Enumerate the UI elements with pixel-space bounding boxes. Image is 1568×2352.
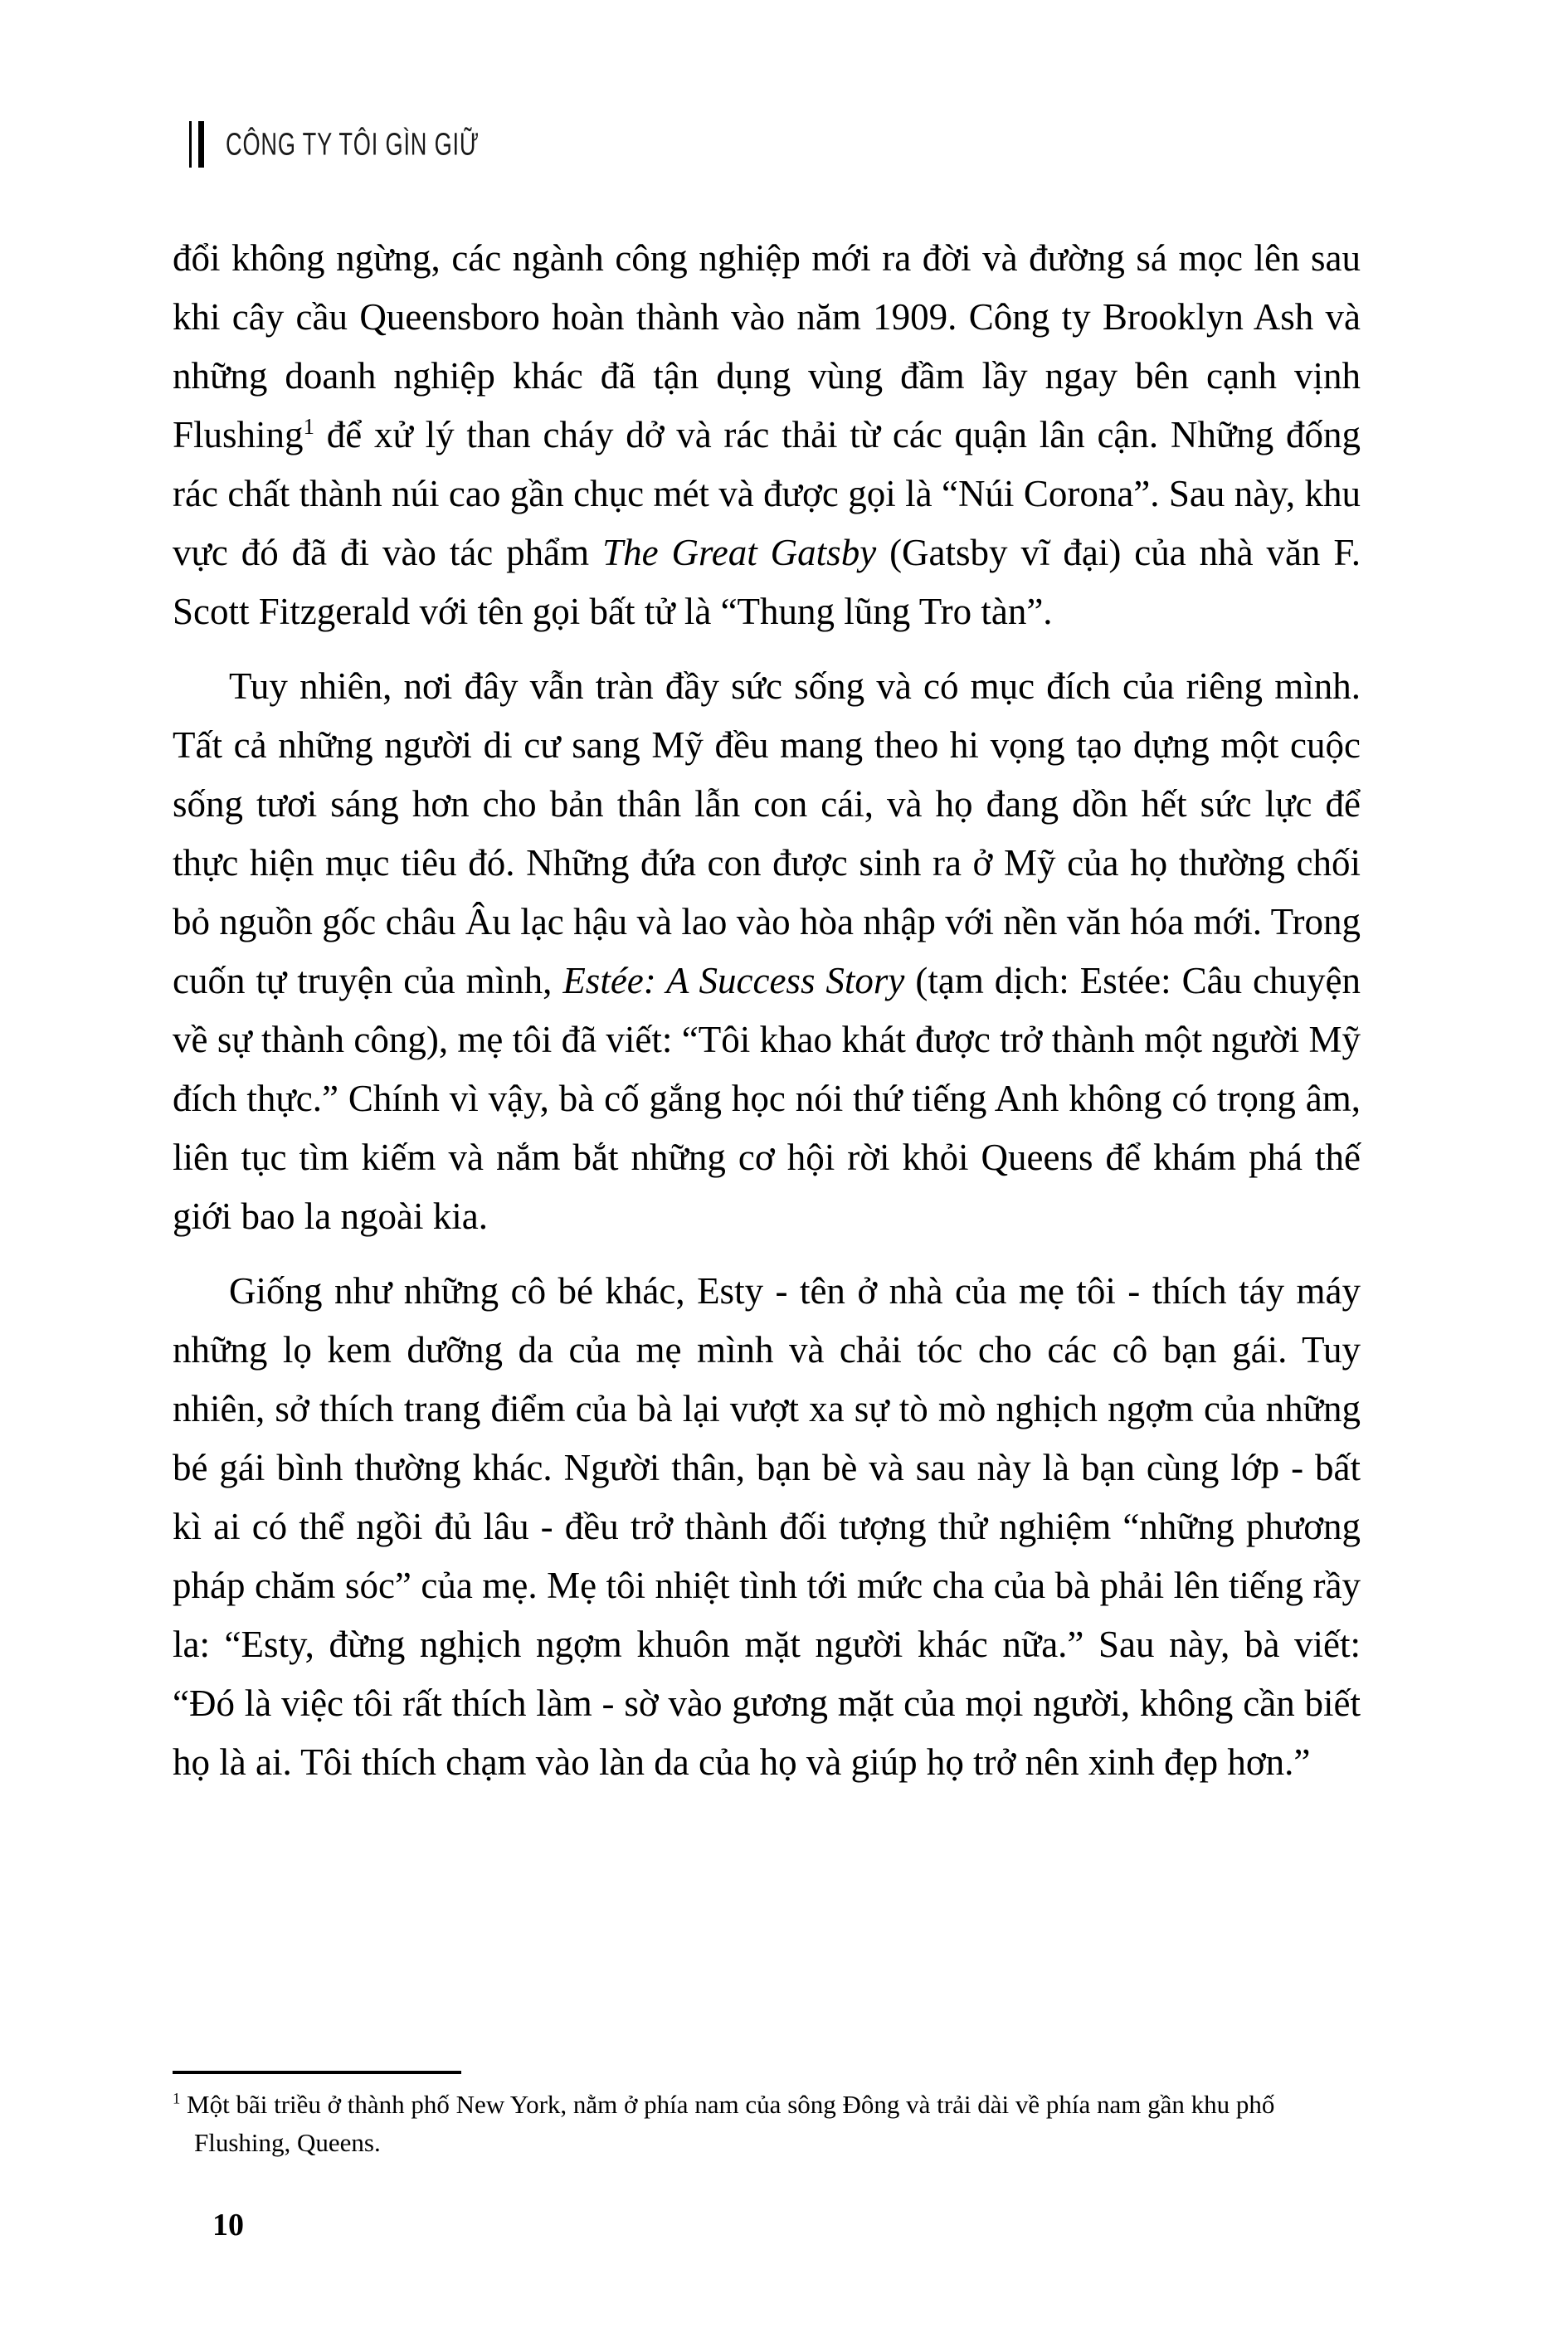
footnote-text [173, 2086, 1371, 2162]
footnote [173, 2071, 1371, 2162]
paragraph-3 [173, 1262, 1361, 1792]
book-title-italic: Estée: A Success Story [562, 960, 905, 1001]
text-run: Một bãi triều ở thành phố New York, nằm ở phía nam của sông Đông và trải dài về phía nam gần khu phố Flushing, Queens. [180, 2090, 1275, 2157]
footnote-marker: 1 [303, 414, 315, 439]
paragraph-2 [173, 657, 1361, 1246]
text-run: (Gatsby vĩ đại) của nhà văn F. Scott Fitzgerald với tên gọi bất tử là “Thung lũng Tro tàn”. [173, 532, 1361, 632]
paragraph-1 [173, 229, 1361, 641]
text-run: (tạm dịch: Estée: Câu chuyện về sự thành công), mẹ tôi đã viết: “Tôi khao khát được trở thành một người Mỹ đích thực.” Chính vì vậy, bà cố gắng học nói thứ tiếng Anh không có trọng âm, liên tục tìm kiếm và nắm bắt những cơ hội rời khỏi Queens để khám phá thế giới bao la ngoài kia. [173, 960, 1361, 1237]
footnote-separator [173, 2071, 461, 2074]
running-header [189, 121, 543, 168]
header-bar-thin [189, 121, 192, 168]
footnote-marker: 1 [173, 2090, 181, 2108]
text-run: Tuy nhiên, nơi đây vẫn tràn đầy sức sống và có mục đích của riêng mình. Tất cả những người di cư sang Mỹ đều mang theo hi vọng tạo dựng một cuộc sống tươi sáng hơn cho bản thân lẫn con cái, và họ đang dồn hết sức lực để thực hiện mục tiêu đó. Những đứa con được sinh ra ở Mỹ của họ thường chối bỏ nguồn gốc châu Âu lạc hậu và lao vào hòa nhập với nền văn hóa mới. Trong cuốn tự truyện của mình, [173, 665, 1361, 1001]
text-run: Giống như những cô bé khác, Esty - tên ở nhà của mẹ tôi - thích táy máy những lọ kem dưỡng da của mẹ mình và chải tóc cho các cô bạn gái. Tuy nhiên, sở thích trang điểm của bà lại vượt xa sự tò mò nghịch ngợm của những bé gái bình thường khác. Người thân, bạn bè và sau này là bạn cùng lớp - bất kì ai có thể ngồi đủ lâu - đều trở thành đối tượng thử nghiệm “những phương pháp chăm sóc” của mẹ. Mẹ tôi nhiệt tình tới mức cha của bà phải lên tiếng rầy la: “Esty, đừng nghịch ngợm khuôn mặt người khác nữa.” Sau này, bà viết: “Đó là việc tôi rất thích làm - sờ vào gương mặt của mọi người, không cần biết họ là ai. Tôi thích chạm vào làn da của họ và giúp họ trở nên xinh đẹp hơn.” [173, 1270, 1361, 1783]
text-run: đổi không ngừng, các ngành công nghiệp mới ra đời và đường sá mọc lên sau khi cây cầu Queensboro hoàn thành vào năm 1909. Công ty Brooklyn Ash và những doanh nghiệp khác đã tận dụng vùng đầm lầy ngay bên cạnh vịnh Flushing [173, 237, 1361, 455]
header-rule-icon [189, 121, 204, 168]
chapter-title: CÔNG TY TÔI GÌN GIỮ [226, 126, 480, 162]
header-bar-thick [198, 121, 204, 168]
body-text [173, 229, 1361, 1808]
book-title-italic: The Great Gatsby [602, 532, 877, 573]
text-run: để xử lý than cháy dở và rác thải từ các quận lân cận. Những đống rác chất thành núi cao gần chục mét và được gọi là “Núi Corona”. Sau này, khu vực đó đã đi vào tác phẩm [173, 414, 1361, 573]
page-number: 10 [212, 2208, 244, 2242]
